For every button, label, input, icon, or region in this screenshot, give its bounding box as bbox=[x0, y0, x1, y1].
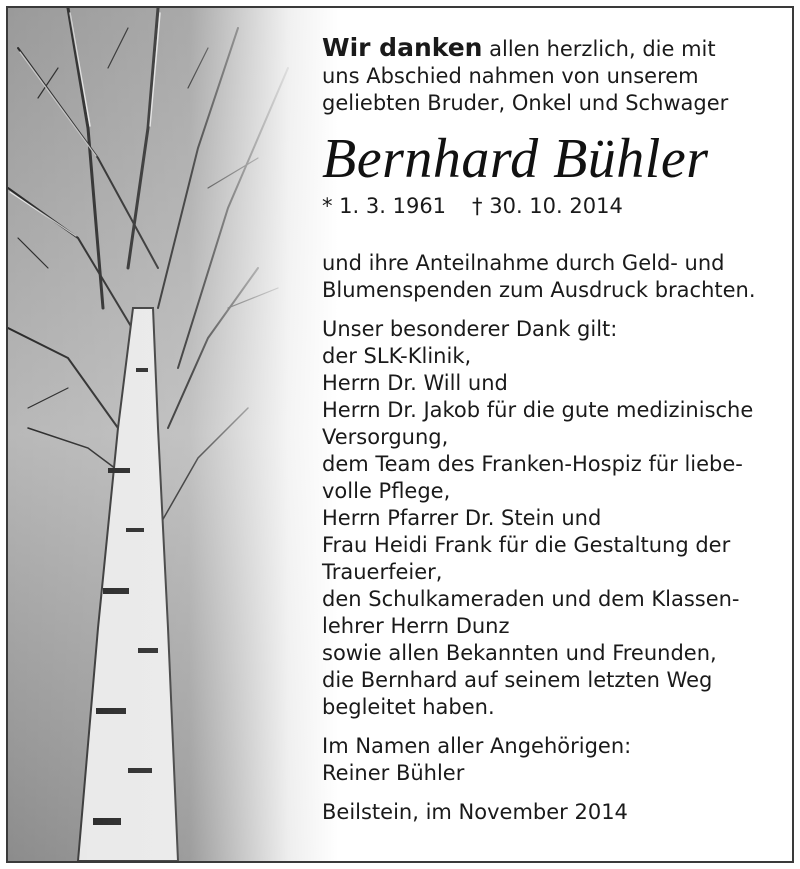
life-dates bbox=[322, 193, 784, 220]
special-thanks-line: Herrn Dr. Will und bbox=[322, 371, 508, 395]
special-thanks-line: Trauerfeier, bbox=[322, 560, 443, 584]
deceased-name: Bernhard Bühler bbox=[322, 128, 709, 190]
intro-line-2: uns Abschied nahmen von unserem bbox=[322, 64, 699, 88]
thanks-for-line: Blumenspenden zum Ausdruck brachten. bbox=[322, 278, 756, 302]
intro-line-1 bbox=[322, 34, 784, 63]
special-thanks-line: Versorgung, bbox=[322, 425, 449, 449]
intro-line-1-rest: allen herzlich, die mit bbox=[482, 37, 716, 61]
special-thanks-line: die Bernhard auf seinem letzten Weg bbox=[322, 668, 713, 692]
signature-name: Reiner Bühler bbox=[322, 761, 465, 785]
birth-date: * 1. 3. 1961 bbox=[322, 194, 447, 218]
special-thanks-line: lehrer Herrn Dunz bbox=[322, 614, 510, 638]
obituary-card bbox=[6, 6, 794, 863]
intro-paragraph bbox=[322, 34, 784, 117]
special-thanks-line: sowie allen Bekannten und Freunden, bbox=[322, 641, 717, 665]
special-thanks-line: der SLK-Klinik, bbox=[322, 344, 472, 368]
signature-line: Im Namen aller Angehörigen: bbox=[322, 734, 632, 758]
special-thanks-line: volle Pflege, bbox=[322, 479, 451, 503]
intro-line-3: geliebten Bruder, Onkel und Schwager bbox=[322, 91, 729, 115]
signature-paragraph bbox=[322, 733, 784, 787]
special-thanks-line: Herrn Dr. Jakob für die gute medizinische bbox=[322, 398, 754, 422]
death-date: † 30. 10. 2014 bbox=[472, 194, 623, 218]
special-thanks-line: Unser besonderer Dank gilt: bbox=[322, 317, 618, 341]
special-thanks-line: Frau Heidi Frank für die Gestaltung der bbox=[322, 533, 731, 557]
thanks-for-line: und ihre Anteilnahme durch Geld- und bbox=[322, 251, 725, 275]
place-date: Beilstein, im November 2014 bbox=[322, 800, 628, 824]
special-thanks-paragraph bbox=[322, 316, 784, 721]
obituary-text bbox=[322, 34, 784, 826]
special-thanks-line: dem Team des Franken-Hospiz für liebe- bbox=[322, 452, 743, 476]
special-thanks-line: den Schulkameraden und dem Klassen- bbox=[322, 587, 740, 611]
thanks-for-paragraph bbox=[322, 250, 784, 304]
birch-tree-photo bbox=[8, 8, 338, 861]
intro-bold-lead: Wir danken bbox=[322, 33, 483, 62]
special-thanks-line: begleitet haben. bbox=[322, 695, 495, 719]
special-thanks-line: Herrn Pfarrer Dr. Stein und bbox=[322, 506, 602, 530]
